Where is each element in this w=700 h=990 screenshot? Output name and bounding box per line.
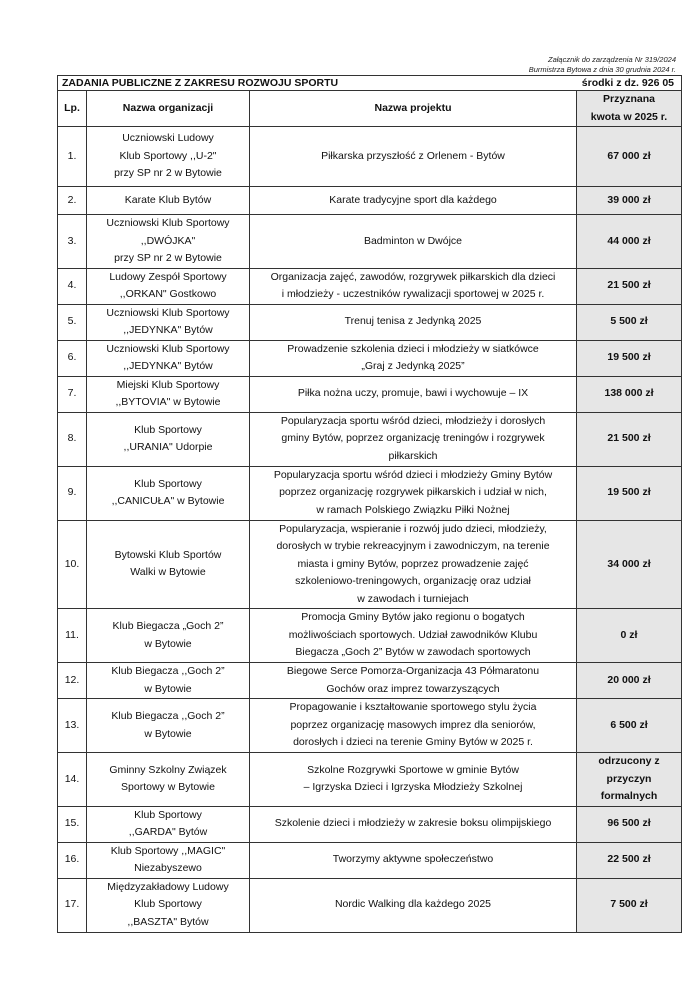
- table-row: [58, 268, 682, 304]
- cell-project: [250, 127, 577, 187]
- cell-project-line: dorosłych w trybie rekreacyjnym i zawodniczym, na terenie: [276, 540, 550, 552]
- cell-project-line: poprzez organizację masowych imprez dla seniorów,: [290, 718, 536, 731]
- cell-organization-line: przy SP nr 2 w Bytowie: [114, 167, 222, 180]
- column-header-project: Nazwa projektu: [250, 91, 577, 127]
- cell-organization-line: Klub Sportowy ,,U-2": [119, 149, 217, 162]
- cell-organization-line: ,,BASZTA" Bytów: [127, 915, 209, 928]
- cell-organization-line: Walki w Bytowie: [130, 566, 206, 579]
- cell-project-line: Szkolne Rozgrywki Sportowe w gminie Bytów: [307, 763, 519, 776]
- cell-amount-line: formalnych: [600, 790, 658, 802]
- cell-amount: [577, 878, 682, 932]
- cell-organization-line: Klub Biegacza „Goch 2”: [112, 620, 224, 632]
- cell-organization: [87, 127, 250, 187]
- cell-project-line: Popularyzacja, wspieranie i rozwój judo dzieci, młodzieży,: [279, 522, 547, 535]
- cell-organization-line: Ludowy Zespół Sportowy: [109, 270, 227, 283]
- cell-project-line: Trenuj tenisa z Jedynką 2025: [344, 315, 482, 328]
- cell-organization: [87, 609, 250, 663]
- cell-organization: [87, 663, 250, 699]
- cell-project-line: Piłka nożna uczy, promuje, bawi i wychowuje – IX: [297, 387, 529, 400]
- table-title: ZADANIA PUBLICZNE Z ZAKRESU ROZWOJU SPORTU: [62, 77, 339, 89]
- cell-lp: 5.: [58, 304, 87, 340]
- cell-organization: [87, 806, 250, 842]
- table-body: [58, 127, 682, 933]
- cell-amount-line: 7 500 zł: [610, 898, 648, 911]
- cell-amount: [577, 340, 682, 376]
- column-header-amount: [577, 91, 682, 127]
- table-row: [58, 304, 682, 340]
- cell-lp: 9.: [58, 466, 87, 520]
- cell-amount-line: 44 000 zł: [607, 234, 651, 247]
- cell-amount: [577, 466, 682, 520]
- cell-amount: [577, 842, 682, 878]
- cell-lp: 11.: [58, 609, 87, 663]
- cell-project-line: gminy Bytów, poprzez organizację treningów i rozgrywek: [281, 432, 545, 445]
- cell-project-line: Prowadzenie szkolenia dzieci i młodzieży w siatkówce: [287, 342, 539, 355]
- table-title-cell: [58, 76, 682, 91]
- cell-project: [250, 753, 577, 807]
- cell-amount-line: 5 500 zł: [610, 315, 648, 328]
- cell-project: [250, 412, 577, 466]
- cell-amount-line: 21 500 zł: [607, 432, 651, 445]
- cell-amount-line: 19 500 zł: [607, 486, 651, 499]
- cell-amount-line: 96 500 zł: [607, 817, 651, 830]
- cell-organization-line: Miejski Klub Sportowy: [116, 378, 220, 391]
- cell-project-line: Gochów oraz imprez towarzyszących: [326, 682, 500, 695]
- cell-project-line: i młodzieży - uczestników rywalizacji sportowej w 2025 r.: [281, 288, 545, 300]
- table-row: [58, 466, 682, 520]
- cell-project-line: Badminton w Dwójce: [363, 234, 463, 247]
- table-row: [58, 376, 682, 412]
- cell-amount: [577, 127, 682, 187]
- cell-project-line: w ramach Polskiego Związku Piłki Nożnej: [316, 503, 510, 516]
- cell-amount: [577, 187, 682, 215]
- cell-amount-line: 21 500 zł: [607, 279, 651, 292]
- cell-organization: [87, 520, 250, 609]
- cell-organization-line: Gminny Szkolny Związek: [109, 763, 227, 776]
- table-row: [58, 520, 682, 609]
- cell-amount-line: 67 000 zł: [607, 149, 651, 162]
- cell-lp: 1.: [58, 127, 87, 187]
- table-row: [58, 806, 682, 842]
- cell-organization-line: ,,JEDYNKA" Bytów: [123, 324, 213, 336]
- table-title-row: [58, 76, 682, 91]
- cell-project-line: Popularyzacja sportu wśród dzieci i młodzieży Gminy Bytów: [273, 468, 553, 481]
- cell-amount: [577, 806, 682, 842]
- cell-organization-line: w Bytowie: [144, 682, 192, 695]
- cell-amount-line: przyczyn: [606, 772, 652, 785]
- cell-amount: [577, 376, 682, 412]
- table-row: [58, 753, 682, 807]
- cell-project: [250, 304, 577, 340]
- cell-project-line: Tworzymy aktywne społeczeństwo: [332, 853, 494, 866]
- cell-lp: 2.: [58, 187, 87, 215]
- attachment-note-date: Burmistrza Bytowa z dnia 30 grudnia 2024 r.: [528, 65, 676, 74]
- table-row: [58, 663, 682, 699]
- cell-project-line: Biegacza „Goch 2” Bytów w zawodach sportowych: [295, 646, 531, 659]
- cell-project-line: miasta i gminy Bytów, poprzez prowadzenie zajęć: [297, 557, 529, 570]
- cell-project-line: dorosłych i dzieci na terenie Gminy Bytów w 2025 r.: [293, 736, 533, 749]
- cell-amount-line: 39 000 zł: [607, 193, 651, 206]
- cell-organization-line: Klub Sportowy: [134, 423, 202, 436]
- cell-project-line: możliwościach sportowych. Udział zawodników Klubu: [288, 628, 538, 641]
- cell-lp: 14.: [58, 753, 87, 807]
- cell-organization-line: Klub Sportowy ,,MAGIC": [110, 844, 226, 857]
- cell-lp: 15.: [58, 806, 87, 842]
- cell-project: [250, 842, 577, 878]
- cell-lp: 10.: [58, 520, 87, 609]
- cell-amount-line: 19 500 zł: [607, 351, 651, 364]
- cell-project-line: Popularyzacja sportu wśród dzieci, młodzieży i dorosłych: [280, 414, 546, 427]
- cell-project: [250, 215, 577, 269]
- cell-organization: [87, 878, 250, 932]
- cell-amount: [577, 609, 682, 663]
- column-header-organization: Nazwa organizacji: [87, 91, 250, 127]
- table-row: [58, 609, 682, 663]
- cell-lp: 3.: [58, 215, 87, 269]
- cell-organization: [87, 215, 250, 269]
- cell-lp: 17.: [58, 878, 87, 932]
- cell-organization-line: Sportowy w Bytowie: [121, 781, 215, 794]
- cell-lp: 13.: [58, 699, 87, 753]
- cell-project: [250, 806, 577, 842]
- cell-organization: [87, 376, 250, 412]
- cell-project: [250, 376, 577, 412]
- cell-organization: [87, 466, 250, 520]
- cell-organization-line: Klub Biegacza ,,Goch 2”: [111, 665, 225, 677]
- cell-project: [250, 663, 577, 699]
- column-header-amount-line1: Przyznana: [603, 93, 655, 105]
- cell-organization: [87, 187, 250, 215]
- cell-amount: [577, 304, 682, 340]
- cell-project-line: szkoleniowo-treningowych, organizację oraz udział: [295, 575, 531, 587]
- cell-project: [250, 187, 577, 215]
- cell-amount-line: 20 000 zł: [607, 673, 651, 686]
- column-header-row: [58, 91, 682, 127]
- budget-section: środki z dz. 926 05: [581, 77, 675, 89]
- table-row: [58, 842, 682, 878]
- table-row: [58, 187, 682, 215]
- cell-project: [250, 699, 577, 753]
- cell-organization-line: Klub Sportowy: [134, 808, 202, 821]
- column-header-lp: Lp.: [58, 91, 87, 127]
- cell-organization-line: ,,BYTOVIA" w Bytowie: [115, 396, 221, 408]
- cell-amount-line: 6 500 zł: [610, 718, 648, 731]
- cell-amount-line: 22 500 zł: [607, 853, 651, 866]
- cell-lp: 8.: [58, 412, 87, 466]
- cell-amount: [577, 520, 682, 609]
- table-row: [58, 215, 682, 269]
- cell-organization-line: Klub Sportowy: [134, 477, 202, 490]
- column-header-amount-line2: kwota w 2025 r.: [590, 110, 668, 123]
- cell-organization: [87, 340, 250, 376]
- table-row: [58, 127, 682, 187]
- cell-organization-line: Karate Klub Bytów: [124, 193, 212, 206]
- cell-project-line: Karate tradycyjne sport dla każdego: [329, 193, 497, 206]
- cell-organization-line: przy SP nr 2 w Bytowie: [114, 252, 222, 264]
- cell-organization: [87, 842, 250, 878]
- cell-lp: 16.: [58, 842, 87, 878]
- cell-organization-line: Niezabyszewo: [134, 862, 202, 874]
- table-row: [58, 340, 682, 376]
- cell-project-line: Propagowanie i kształtowanie sportowego stylu życia: [289, 701, 537, 714]
- cell-organization-line: ,,URANIA" Udorpie: [123, 441, 213, 453]
- cell-organization: [87, 412, 250, 466]
- cell-project-line: „Graj z Jedynką 2025”: [361, 360, 465, 372]
- cell-amount-line: 34 000 zł: [607, 557, 651, 570]
- cell-organization: [87, 753, 250, 807]
- cell-organization-line: Klub Sportowy: [134, 898, 202, 911]
- cell-organization: [87, 304, 250, 340]
- cell-project-line: Nordic Walking dla każdego 2025: [334, 898, 492, 911]
- attachment-note: Załącznik do zarządzenia Nr 319/2024: [548, 55, 676, 64]
- cell-organization-line: ,,DWÓJKA": [140, 234, 196, 247]
- cell-lp: 7.: [58, 376, 87, 412]
- cell-organization-line: w Bytowie: [144, 727, 192, 740]
- cell-project: [250, 520, 577, 609]
- cell-organization-line: Klub Biegacza ,,Goch 2”: [111, 710, 225, 722]
- table-row: [58, 699, 682, 753]
- cell-amount-line: 0 zł: [620, 628, 638, 641]
- cell-amount-line: odrzucony z: [598, 755, 660, 767]
- cell-organization-line: ,,CANICUŁA" w Bytowie: [111, 495, 225, 507]
- cell-lp: 6.: [58, 340, 87, 376]
- cell-organization-line: Międzyzakładowy Ludowy: [107, 880, 229, 893]
- cell-project-line: piłkarskich: [388, 449, 438, 462]
- cell-project-line: poprzez organizację rozgrywek piłkarskich i udział w nich,: [279, 486, 547, 499]
- grants-table: [57, 75, 682, 933]
- cell-project: [250, 268, 577, 304]
- cell-organization-line: Uczniowski Klub Sportowy: [106, 306, 230, 319]
- cell-organization-line: Bytowski Klub Sportów: [114, 548, 222, 561]
- cell-organization-line: ,,GARDA" Bytów: [128, 826, 208, 838]
- cell-project: [250, 609, 577, 663]
- cell-organization-line: ,,ORKAN" Gostkowo: [119, 288, 217, 300]
- cell-project: [250, 466, 577, 520]
- cell-organization-line: Uczniowski Klub Sportowy: [106, 217, 230, 229]
- cell-project-line: – Igrzyska Dzieci i Igrzyska Młodzieży Szkolnej: [303, 781, 523, 794]
- cell-project: [250, 878, 577, 932]
- cell-amount: [577, 753, 682, 807]
- cell-organization-line: Uczniowski Klub Sportowy: [106, 342, 230, 355]
- cell-amount: [577, 268, 682, 304]
- cell-project-line: Organizacja zajęć, zawodów, rozgrywek piłkarskich dla dzieci: [270, 270, 556, 283]
- cell-amount: [577, 412, 682, 466]
- cell-amount: [577, 663, 682, 699]
- cell-project-line: Piłkarska przyszłość z Orlenem - Bytów: [321, 149, 505, 162]
- table-row: [58, 878, 682, 932]
- cell-project-line: Biegowe Serce Pomorza-Organizacja 43 Półmaratonu: [286, 665, 540, 677]
- cell-organization-line: Uczniowski Ludowy: [122, 132, 214, 145]
- cell-project-line: w zawodach i turniejach: [357, 592, 469, 605]
- cell-lp: 4.: [58, 268, 87, 304]
- cell-project: [250, 340, 577, 376]
- cell-organization: [87, 268, 250, 304]
- cell-lp: 12.: [58, 663, 87, 699]
- cell-organization-line: w Bytowie: [144, 637, 192, 650]
- cell-amount: [577, 699, 682, 753]
- cell-organization-line: ,,JEDYNKA" Bytów: [123, 360, 213, 372]
- cell-amount-line: 138 000 zł: [604, 387, 654, 400]
- cell-project-line: Promocja Gminy Bytów jako regionu o bogatych: [301, 611, 525, 624]
- cell-project-line: Szkolenie dzieci i młodzieży w zakresie boksu olimpijskiego: [274, 817, 552, 830]
- cell-organization: [87, 699, 250, 753]
- cell-amount: [577, 215, 682, 269]
- table-row: [58, 412, 682, 466]
